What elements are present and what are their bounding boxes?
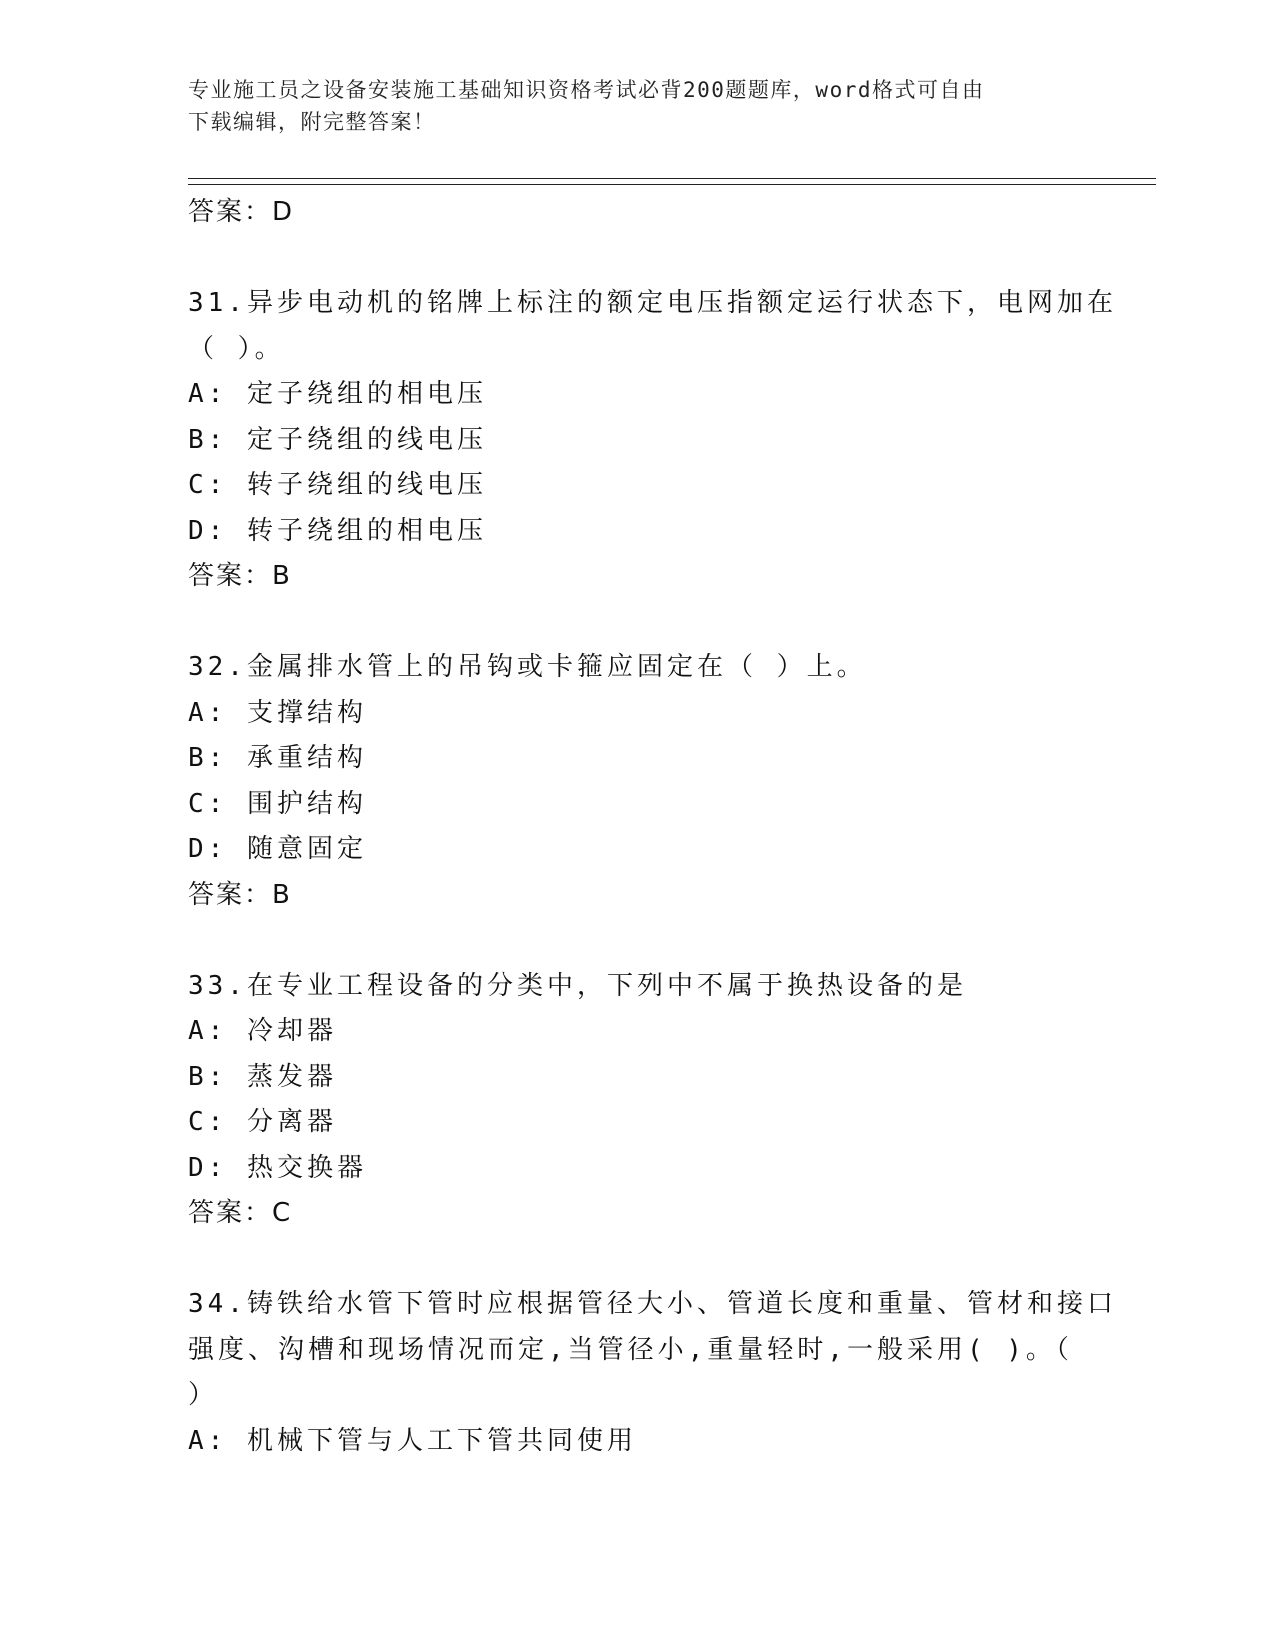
header-line-1: 专业施工员之设备安装施工基础知识资格考试必背200题题库，word格式可自由 (188, 78, 985, 102)
question-stem-line: ） (188, 1380, 219, 1410)
option-b: B: 定子绕组的线电压 (188, 424, 487, 455)
option-a: A: 支撑结构 (188, 697, 367, 728)
answer: 答案：B (188, 561, 292, 591)
question-list (188, 190, 1117, 1464)
option-c: C: 转子绕组的线电压 (188, 470, 487, 500)
option-a: A: 冷却器 (188, 1016, 337, 1046)
header-line-2: 下载编辑，附完整答案！ (188, 110, 436, 134)
question-stem-line: 33.在专业工程设备的分类中，下列中不属于换热设备的是 (188, 970, 967, 1001)
question-34 (188, 1282, 1117, 1464)
previous-answer: 答案：D (188, 197, 295, 227)
question-stem-line: （ ）。 (188, 333, 285, 364)
question-stem-line: 32.金属排水管上的吊钩或卡箍应固定在（ ）上。 (188, 652, 867, 682)
question-31 (188, 281, 1117, 600)
option-d: D: 随意固定 (188, 834, 367, 864)
option-a: A: 机械下管与人工下管共同使用 (188, 1425, 637, 1456)
option-b: B: 承重结构 (188, 743, 367, 773)
option-b: B: 蒸发器 (188, 1061, 337, 1092)
spacer (188, 918, 1088, 964)
option-d: D: 热交换器 (188, 1152, 367, 1183)
question-stem-line: 31.异步电动机的铭牌上标注的额定电压指额定运行状态下，电网加在 (188, 288, 1117, 318)
option-d: D: 转子绕组的相电压 (188, 515, 487, 546)
spacer (188, 600, 1088, 646)
spacer (188, 1237, 1088, 1283)
header-divider (188, 178, 1156, 185)
question-stem-line: 强度、沟槽和现场情况而定,当管径小,重量轻时,一般采用( )。（ (188, 1334, 1073, 1365)
option-c: C: 围护结构 (188, 788, 367, 819)
question-33 (188, 964, 1088, 1237)
question-32 (188, 645, 1088, 918)
page-header (188, 74, 1068, 138)
spacer (188, 236, 1088, 282)
question-stem-line: 34.铸铁给水管下管时应根据管径大小、管道长度和重量、管材和接口 (188, 1289, 1117, 1319)
option-c: C: 分离器 (188, 1107, 337, 1137)
option-a: A: 定子绕组的相电压 (188, 379, 487, 409)
answer: 答案：C (188, 1198, 293, 1228)
answer: 答案：B (188, 879, 292, 910)
